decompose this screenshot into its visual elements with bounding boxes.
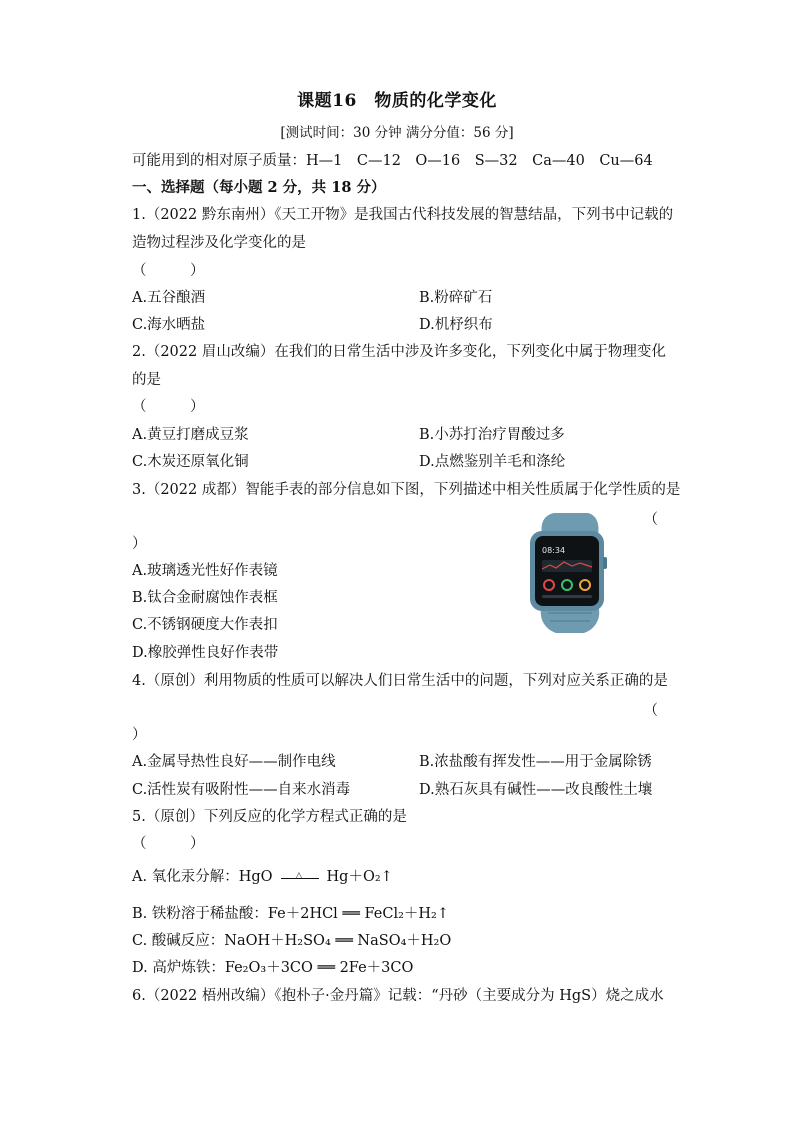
q2-option-a: A.黄豆打磨成豆浆: [132, 427, 249, 443]
q4-option-a: A.金属导热性良好——制作电线: [132, 754, 336, 770]
test-info: [测试时间：30 分钟 满分分值：56 分]: [280, 125, 514, 141]
q1-option-c: C.海水晒盐: [132, 317, 206, 333]
q4-paren-open: （: [643, 703, 658, 719]
q1-option-d: D.机杼织布: [419, 317, 493, 333]
q6-stem-line1: 6.（2022 梧州改编）《抱朴子·金丹篇》记载：“丹砂（主要成分为 HgS）烧之成水: [132, 988, 664, 1004]
page-title: 课题16 物质的化学变化: [297, 91, 497, 111]
q4-stem-line1: 4.（原创）利用物质的性质可以解决人们日常生活中的问题，下列对应关系正确的是: [132, 673, 668, 689]
smartwatch-image: [518, 513, 618, 633]
q5-stem-line1: 5.（原创）下列反应的化学方程式正确的是: [132, 809, 407, 825]
section-heading: 一、选择题（每小题 2 分，共 18 分）: [132, 179, 386, 196]
q2-answer-blank: （ ）: [132, 399, 205, 415]
q3-option-b: B.钛合金耐腐蚀作表框: [132, 590, 278, 606]
q3-option-a: A.玻璃透光性好作表镜: [132, 563, 278, 579]
q2-stem-line1: 2.（2022 眉山改编）在我们的日常生活中涉及许多变化，下列变化中属于物理变化: [132, 344, 666, 360]
q5-option-a: [132, 868, 393, 886]
q1-answer-blank: （ ）: [132, 263, 205, 279]
q1-option-a: A.五谷酿酒: [132, 290, 206, 306]
q5-option-b: B. 铁粉溶于稀盐酸：Fe＋2HCl ══ FeCl₂＋H₂↑: [132, 906, 450, 922]
q5-option-a-prefix: A. 氧化汞分解：HgO: [132, 869, 273, 885]
q4-paren-close: ）: [132, 727, 147, 743]
q5-option-a-suffix: Hg＋O₂↑: [326, 869, 393, 885]
q1-stem-line1: 1.（2022 黔东南州）《天工开物》是我国古代科技发展的智慧结晶，下列书中记载的: [132, 207, 674, 223]
q3-option-d: D.橡胶弹性良好作表带: [132, 645, 279, 661]
q5-option-d: D. 高炉炼铁：Fe₂O₃＋3CO ══ 2Fe＋3CO: [132, 960, 414, 976]
watch-time: 08:34: [542, 546, 566, 555]
q5-answer-blank: （ ）: [132, 836, 205, 852]
q5-option-c: C. 酸碱反应：NaOH＋H₂SO₄ ══ NaSO₄＋H₂O: [132, 933, 452, 949]
q1-stem-line2: 造物过程涉及化学变化的是: [132, 235, 306, 251]
q3-stem-line1: 3.（2022 成都）智能手表的部分信息如下图，下列描述中相关性质属于化学性质的是: [132, 482, 681, 498]
q1-option-b: B.粉碎矿石: [419, 290, 493, 306]
q3-option-c: C.不锈钢硬度大作表扣: [132, 617, 278, 633]
q4-option-b: B.浓盐酸有挥发性——用于金属除锈: [419, 754, 652, 770]
atomic-mass-line: 可能用到的相对原子质量：H—1 C—12 O—16 S—32 Ca—40 Cu—64: [132, 153, 653, 169]
q2-option-c: C.木炭还原氧化铜: [132, 454, 249, 470]
q2-option-b: B.小苏打治疗胃酸过多: [419, 427, 565, 443]
q2-stem-line2: 的是: [132, 372, 161, 388]
q4-option-d: D.熟石灰具有碱性——改良酸性土壤: [419, 782, 653, 798]
q3-paren-close: ）: [132, 536, 147, 552]
q4-option-c: C.活性炭有吸附性——自来水消毒: [132, 782, 351, 798]
heat-condition-arrow: △: [281, 869, 319, 885]
q2-option-d: D.点燃鉴别羊毛和涤纶: [419, 454, 566, 470]
q3-paren-open: （: [643, 512, 658, 528]
